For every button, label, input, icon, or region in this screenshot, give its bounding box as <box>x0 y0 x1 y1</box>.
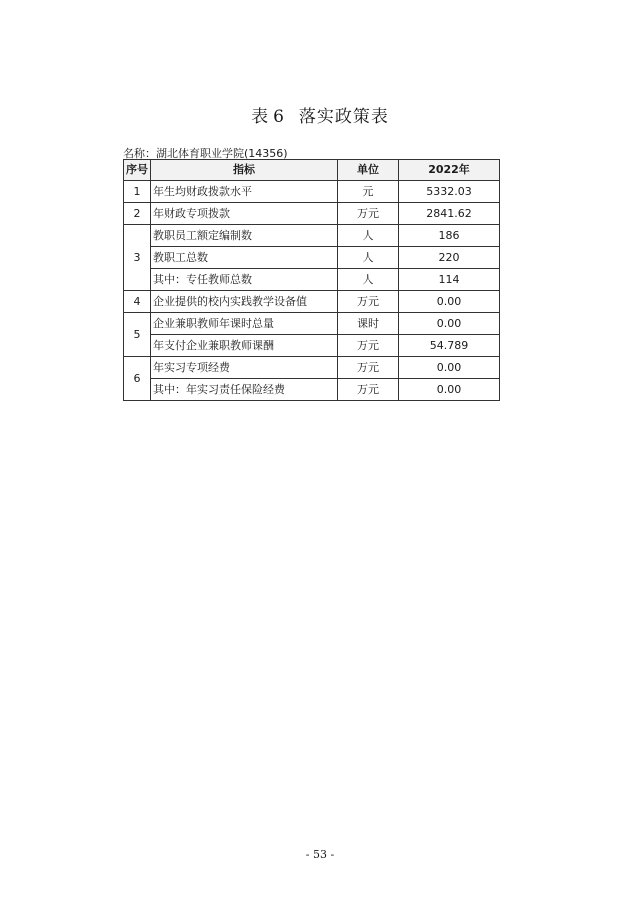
indicator-cell: 教职工总数 <box>151 247 338 269</box>
value-cell: 0.00 <box>399 313 500 335</box>
table-row <box>124 203 500 225</box>
value-cell: 5332.03 <box>399 181 500 203</box>
page-number: - 53 - <box>305 848 335 861</box>
unit-cell: 人 <box>338 225 399 247</box>
unit-cell: 人 <box>338 269 399 291</box>
header-year: 2022年 <box>399 160 500 181</box>
indicator-cell: 企业兼职教师年课时总量 <box>151 313 338 335</box>
value-cell: 2841.62 <box>399 203 500 225</box>
table-row <box>124 247 500 269</box>
unit-cell: 人 <box>338 247 399 269</box>
unit-cell: 万元 <box>338 291 399 313</box>
table-row <box>124 269 500 291</box>
unit-cell: 万元 <box>338 379 399 401</box>
value-cell: 220 <box>399 247 500 269</box>
table-row <box>124 313 500 335</box>
page-title <box>0 102 640 127</box>
unit-cell: 万元 <box>338 203 399 225</box>
table-row <box>124 291 500 313</box>
seq-cell: 6 <box>124 357 151 401</box>
title-prefix: 表 <box>251 107 270 127</box>
header-unit: 单位 <box>338 160 399 181</box>
indicator-cell: 其中：专任教师总数 <box>151 269 338 291</box>
value-cell: 54.789 <box>399 335 500 357</box>
indicator-cell: 其中：年实习责任保险经费 <box>151 379 338 401</box>
value-cell: 114 <box>399 269 500 291</box>
indicator-cell: 年支付企业兼职教师课酬 <box>151 335 338 357</box>
table-row <box>124 181 500 203</box>
indicator-cell: 年财政专项拨款 <box>151 203 338 225</box>
value-cell: 186 <box>399 225 500 247</box>
policy-table <box>123 159 500 401</box>
indicator-cell: 教职员工额定编制数 <box>151 225 338 247</box>
indicator-cell: 企业提供的校内实践教学设备值 <box>151 291 338 313</box>
unit-cell: 万元 <box>338 357 399 379</box>
seq-cell: 4 <box>124 291 151 313</box>
indicator-cell: 年生均财政拨款水平 <box>151 181 338 203</box>
header-indicator: 指标 <box>151 160 338 181</box>
indicator-cell: 年实习专项经费 <box>151 357 338 379</box>
unit-cell: 课时 <box>338 313 399 335</box>
institution-name: 名称：湖北体育职业学院(14356) <box>123 147 288 160</box>
value-cell: 0.00 <box>399 379 500 401</box>
table-row <box>124 357 500 379</box>
table-row <box>124 225 500 247</box>
title-number: 6 <box>273 107 285 127</box>
value-cell: 0.00 <box>399 357 500 379</box>
table-row <box>124 335 500 357</box>
unit-cell: 万元 <box>338 335 399 357</box>
value-cell: 0.00 <box>399 291 500 313</box>
header-seq: 序号 <box>124 160 151 181</box>
unit-cell: 元 <box>338 181 399 203</box>
seq-cell: 5 <box>124 313 151 357</box>
seq-cell: 2 <box>124 203 151 225</box>
table-row <box>124 379 500 401</box>
seq-cell: 3 <box>124 225 151 291</box>
title-text: 落实政策表 <box>298 107 389 127</box>
table-header-row <box>124 160 500 181</box>
seq-cell: 1 <box>124 181 151 203</box>
